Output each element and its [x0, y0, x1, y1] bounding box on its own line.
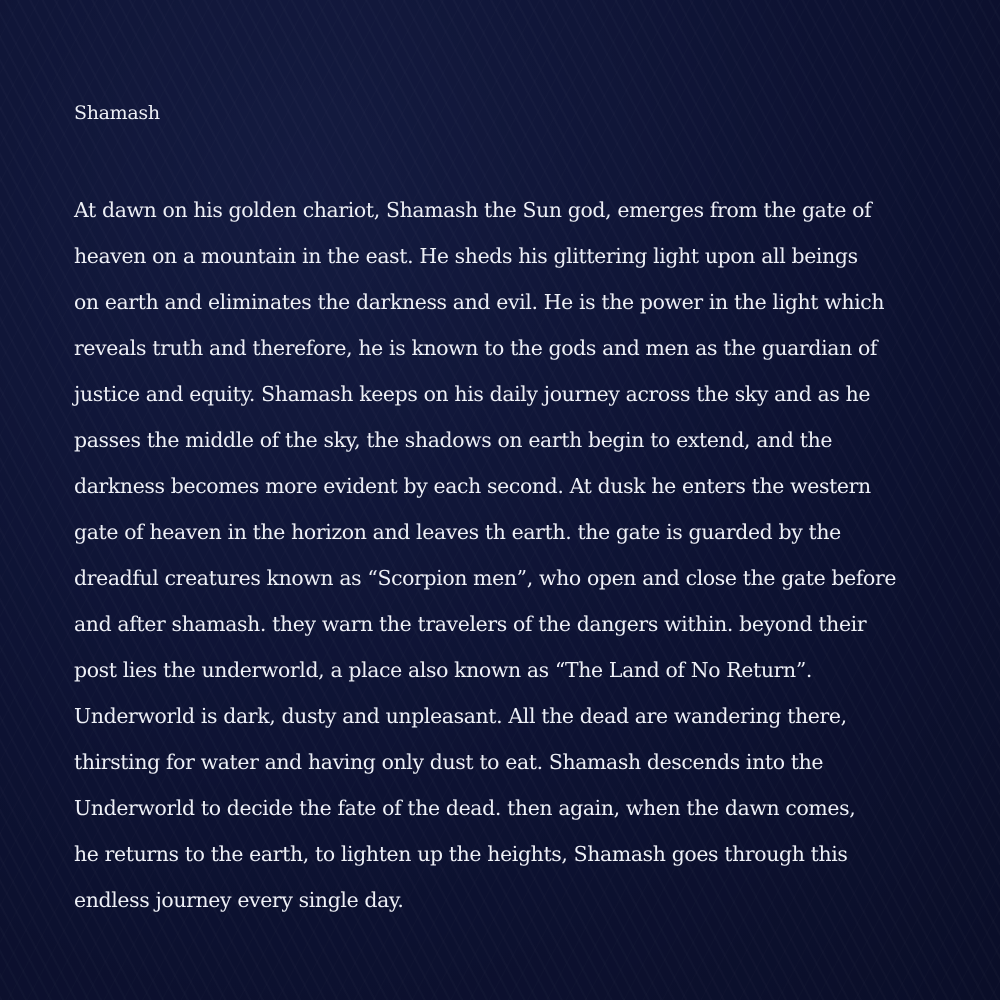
text-line: At dawn on his golden chariot, Shamash the Sun god, emerges from the gate of [74, 198, 872, 222]
text-line: darkness becomes more evident by each second. At dusk he enters the western [74, 474, 871, 498]
text-line: reveals truth and therefore, he is known to the gods and men as the guardian of [74, 336, 878, 360]
text-line: endless journey every single day. [74, 888, 404, 912]
body-text [74, 187, 954, 923]
text-line: he returns to the earth, to lighten up the heights, Shamash goes through this [74, 842, 848, 866]
page-title: Shamash [74, 102, 160, 124]
text-line: thirsting for water and having only dust to eat. Shamash descends into the [74, 750, 824, 774]
text-line: justice and equity. Shamash keeps on his daily journey across the sky and as he [74, 382, 871, 406]
text-line: passes the middle of the sky, the shadows on earth begin to extend, and the [74, 428, 833, 452]
text-line: heaven on a mountain in the east. He sheds his glittering light upon all beings [74, 244, 858, 268]
text-line: gate of heaven in the horizon and leaves th earth. the gate is guarded by the [74, 520, 841, 544]
text-line: and after shamash. they warn the travelers of the dangers within. beyond their [74, 612, 867, 636]
text-line: Underworld to decide the fate of the dead. then again, when the dawn comes, [74, 796, 856, 820]
text-line: Underworld is dark, dusty and unpleasant. All the dead are wandering there, [74, 704, 847, 728]
text-line: post lies the underworld, a place also known as “The Land of No Return”. [74, 658, 813, 682]
text-line: on earth and eliminates the darkness and evil. He is the power in the light which [74, 290, 885, 314]
text-line: dreadful creatures known as “Scorpion men”, who open and close the gate before [74, 566, 897, 590]
